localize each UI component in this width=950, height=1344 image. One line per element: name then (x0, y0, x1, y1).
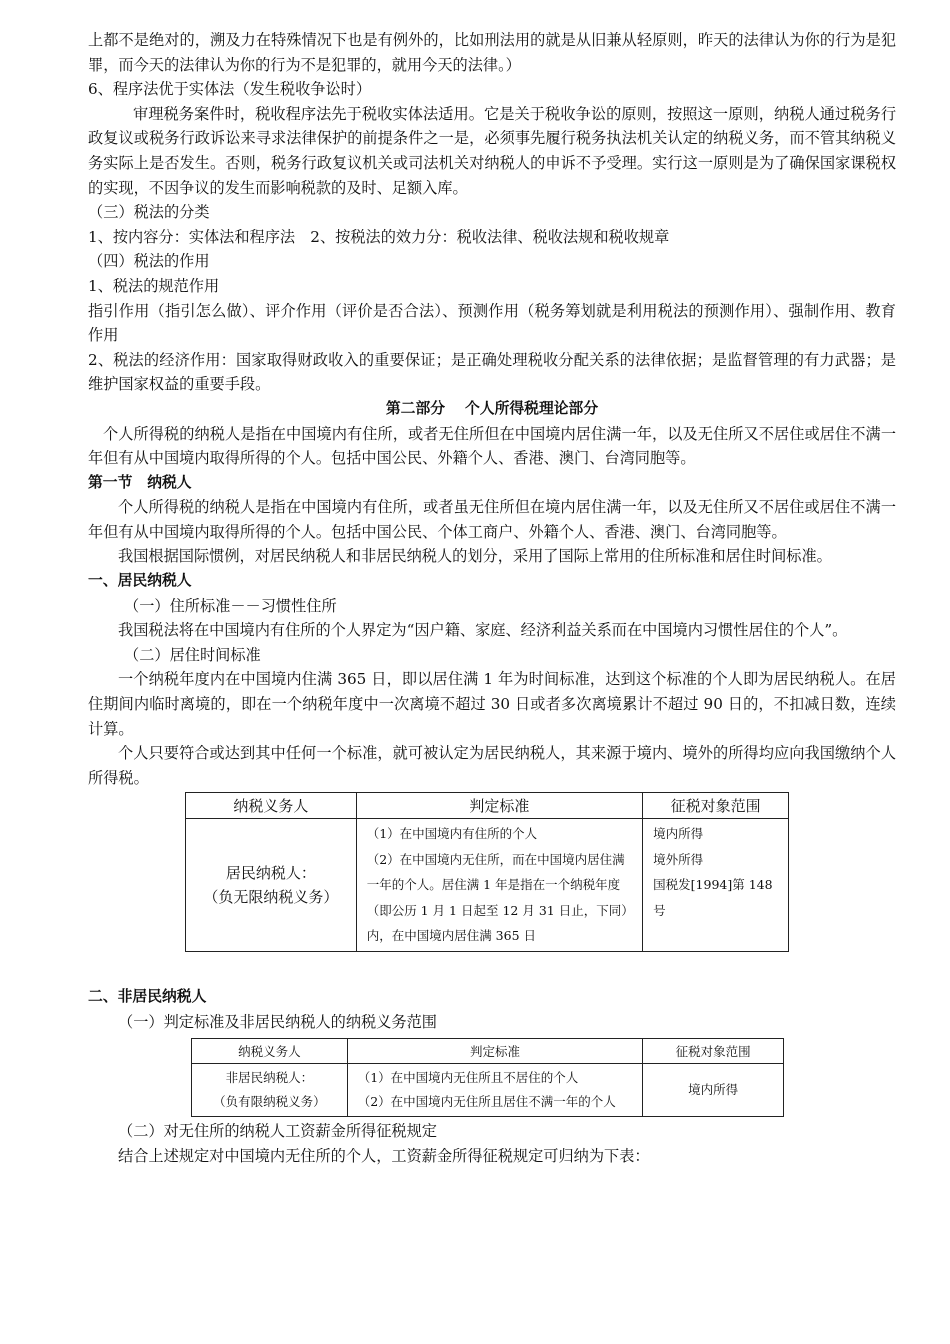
paragraph: 个人所得税的纳税人是指在中国境内有住所，或者虽无住所但在境内居住满一年，以及无住所又不居住或居住不满一年但有从中国境内取得所得的个人。包括中国公民、个体工商户、外籍个人、香港、澳门、台湾同胞等。 (88, 498, 896, 541)
subheading: （二）居住时间标准 (124, 645, 261, 664)
cell-line: （1）在中国境内有住所的个人 (366, 826, 538, 842)
subsection-title: 二、非居民纳税人 (88, 987, 207, 1005)
paragraph: 个人所得税的纳税人是指在中国境内有住所，或者无住所但在中国境内居住满一年，以及无住所又不居住或居住不满一年但有从中国境内取得所得的个人。包括中国公民、外籍个人、香港、澳门、台湾同胞等。 (88, 424, 896, 468)
paragraph: 审理税务案件时，税收程序法先于税收实体法适用。它是关于税收争讼的原则，按照这一原则，纳税人通过税务行政复议或税务行政诉讼来寻求法律保护的前提条件之一是，必须事先履行税务执法机关认定的纳税义务，而不管其纳税义务实际上是否发生。否则，税务行政复议机关或司法机关对纳税人的申诉不予受理。实行这一原则是为了确保国家课税权的实现，不因争议的发生而影响税款的及时、足额入库。 (88, 104, 896, 197)
cell-line: 居民纳税人： (225, 864, 316, 883)
paragraph: 2、税法的经济作用：国家取得财政收入的重要保证；是正确处理税收分配关系的法律依据；是监督管理的有力武器；是维护国家权益的重要手段。 (88, 350, 896, 394)
cell-line: （1）在中国境内无住所且不居住的个人 (357, 1070, 579, 1086)
paragraph: 1、按内容分：实体法和程序法 2、按税法的效力分：税收法律、税收法规和税收规章 (88, 227, 670, 246)
subsection-title: 一、居民纳税人 (88, 572, 192, 590)
document-page (88, 28, 896, 1168)
paragraph: 个人只要符合或达到其中任何一个标准，就可被认定为居民纳税人，其来源于境内、境外的所得均应向我国缴纳个人所得税。 (88, 744, 896, 787)
section-heading: （四）税法的作用 (88, 252, 210, 271)
table-header: 征税对象范围 (643, 793, 789, 819)
paragraph: 上都不是绝对的，溯及力在特殊情况下也是有例外的，比如刑法用的就是从旧兼从轻原则，昨天的法律认为你的行为是犯罪，而今天的法律认为你的行为不是犯罪的，就用今天的法律。） (88, 31, 896, 74)
table-row (186, 819, 789, 952)
section-title: 第一节 纳税人 (88, 473, 192, 491)
table-header: 判定标准 (356, 793, 642, 819)
cell-line: 国税发[1994]第 148 号 (653, 877, 773, 918)
cell-line: 非居民纳税人： (225, 1070, 314, 1086)
table-cell (192, 1064, 348, 1117)
resident-taxpayer-table (185, 792, 789, 952)
table-cell (347, 1064, 643, 1117)
paragraph: 我国税法将在中国境内有住所的个人界定为“因户籍、家庭、经济利益关系而在中国境内习惯性居住的个人”。 (118, 621, 848, 640)
table-header: 判定标准 (347, 1039, 643, 1064)
section-heading: （三）税法的分类 (88, 203, 210, 222)
table-header: 纳税义务人 (192, 1039, 348, 1064)
cell-line: （2）在中国境内无住所，而在中国境内居住满一年的个人。居住满 1 年是指在一个纳税年度（即公历 1 月 1 日起至 12 月 31 日止，下同）内，在中国境内居住满 365 日 (366, 851, 628, 944)
table-header-row (186, 793, 789, 819)
part-title: 第二部分 个人所得税理论部分 (385, 399, 599, 417)
table-cell (186, 819, 357, 952)
table-row (192, 1064, 784, 1117)
paragraph: 结合上述规定对中国境内无住所的个人，工资薪金所得征税规定可归纳为下表： (118, 1146, 650, 1165)
cell-line: （负有限纳税义务） (213, 1094, 326, 1110)
cell-line: （2）在中国境内无住所且居住不满一年的个人 (357, 1094, 616, 1110)
table-header: 征税对象范围 (643, 1039, 784, 1064)
table-cell (643, 819, 789, 952)
table-cell: 境内所得 (643, 1064, 784, 1117)
table-header: 纳税义务人 (186, 793, 357, 819)
cell-line: 境内所得 (653, 826, 704, 842)
list-item-heading: 1、税法的规范作用 (88, 276, 220, 295)
paragraph: 一个纳税年度内在中国境内住满 365 日，即以居住满 1 年为时间标准，达到这个标准的个人即为居民纳税人。在居住期间内临时离境的，即在一个纳税年度中一次离境不超过 30 日或者多次离境累计不超过 90 日的，不扣减日数，连续计算。 (88, 670, 896, 738)
subheading: （一）住所标准－－习惯性住所 (124, 596, 337, 615)
paragraph: 指引作用（指引怎么做）、评介作用（评价是否合法）、预测作用（税务筹划就是利用税法的预测作用）、强制作用、教育作用 (88, 301, 896, 345)
table-header-row (192, 1039, 784, 1064)
paragraph: 我国根据国际惯例，对居民纳税人和非居民纳税人的划分，采用了国际上常用的住所标准和居住时间标准。 (118, 547, 832, 566)
cell-line: 境外所得 (653, 851, 704, 867)
nonresident-taxpayer-table (191, 1038, 784, 1117)
subheading: （一）判定标准及非居民纳税人的纳税义务范围 (118, 1012, 437, 1031)
table-cell (356, 819, 642, 952)
list-item-heading: 6、程序法优于实体法（发生税收争讼时） (88, 80, 372, 99)
subheading: （二）对无住所的纳税人工资薪金所得征税规定 (118, 1122, 437, 1141)
cell-line: （负无限纳税义务） (203, 888, 339, 907)
